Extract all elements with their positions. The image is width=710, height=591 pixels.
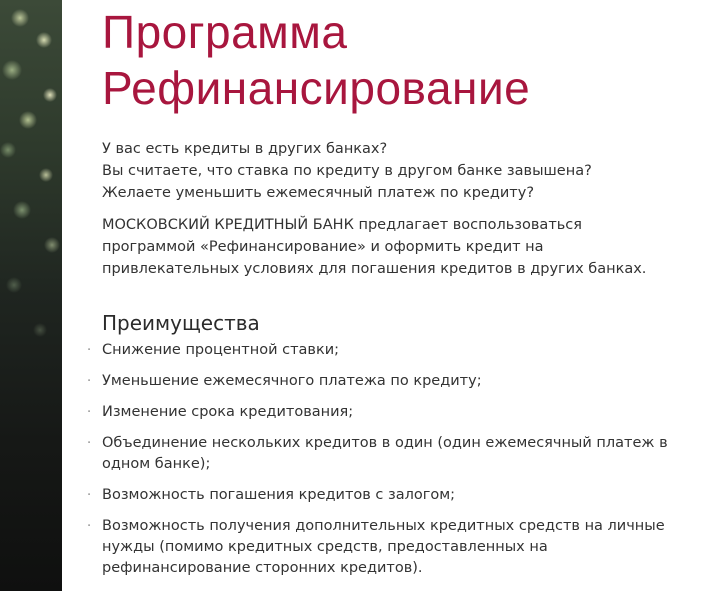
main-content bbox=[87, 0, 692, 589]
offer-line: привлекательных условиях для погашения кредитов в других банках. bbox=[102, 261, 647, 277]
intro-questions bbox=[102, 138, 692, 204]
bullet-icon: · bbox=[87, 343, 92, 358]
intro-line: Желаете уменьшить ежемесячный платеж по кредиту? bbox=[102, 185, 535, 201]
offer-line: МОСКОВСКИЙ КРЕДИТНЫЙ БАНК предлагает воспользоваться bbox=[102, 217, 583, 233]
title-line-1: Программа bbox=[102, 6, 348, 58]
list-item bbox=[87, 516, 692, 579]
list-item bbox=[87, 485, 692, 506]
list-item-text: Объединение нескольких кредитов в один (один ежемесячный платеж в bbox=[102, 435, 668, 451]
list-item-text: рефинансирование сторонних кредитов). bbox=[102, 560, 423, 576]
list-item-text: нужды (помимо кредитных средств, предоставленных на bbox=[102, 539, 548, 555]
bullet-icon: · bbox=[87, 436, 92, 451]
offer-paragraph bbox=[102, 214, 692, 280]
benefits-heading: Преимущества bbox=[102, 311, 260, 335]
list-item-text: Снижение процентной ставки; bbox=[102, 342, 340, 358]
side-bokeh-photo bbox=[0, 0, 62, 591]
intro-line: Вы считаете, что ставка по кредиту в другом банке завышена? bbox=[102, 163, 592, 179]
title-line-2: Рефинансирование bbox=[102, 62, 531, 114]
bullet-icon: · bbox=[87, 519, 92, 534]
list-item bbox=[87, 371, 692, 392]
page-title bbox=[102, 0, 692, 116]
list-item-text: Возможность погашения кредитов с залогом; bbox=[102, 487, 456, 503]
list-item-text: Возможность получения дополнительных кредитных средств на личные bbox=[102, 518, 665, 534]
list-item-text: одном банке); bbox=[102, 456, 211, 472]
list-item-text: Уменьшение ежемесячного платежа по кредиту; bbox=[102, 373, 482, 389]
bullet-icon: · bbox=[87, 374, 92, 389]
list-item bbox=[87, 340, 692, 361]
benefits-list bbox=[87, 340, 692, 579]
list-item bbox=[87, 402, 692, 423]
list-item-text: Изменение срока кредитования; bbox=[102, 404, 354, 420]
offer-line: программой «Рефинансирование» и оформить кредит на bbox=[102, 239, 544, 255]
bullet-icon: · bbox=[87, 488, 92, 503]
list-item bbox=[87, 433, 692, 475]
bullet-icon: · bbox=[87, 405, 92, 420]
intro-line: У вас есть кредиты в других банках? bbox=[102, 141, 388, 157]
